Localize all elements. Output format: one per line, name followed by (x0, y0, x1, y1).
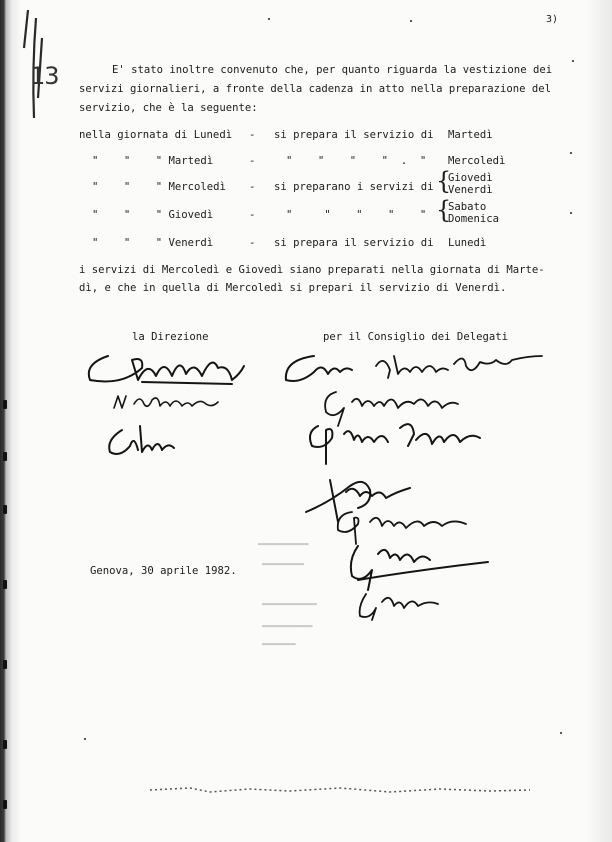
schedule-row-3-dash: - (249, 181, 256, 193)
schedule-row-3-day: " " " Mercoledì (92, 181, 226, 193)
speck (268, 18, 270, 20)
signature-delegate-3 (304, 416, 494, 476)
binding-hole (3, 800, 7, 809)
binding-hole (3, 505, 7, 514)
binding-hole (3, 452, 7, 461)
intro-line-3: servizio, che è la seguente: (79, 102, 258, 114)
bleed-through-text: ▬▬▬▬▬▬▬▬▬▬ (262, 560, 305, 568)
binding-hole (3, 400, 7, 409)
handwritten-page-number: 13 (30, 62, 59, 90)
signature-delegate-7 (342, 586, 452, 626)
direction-heading: la Direzione (132, 331, 209, 343)
schedule-row-3-target-2: Venerdì (448, 184, 493, 196)
schedule-row-3-action: si preparano i servizi di (274, 181, 434, 193)
bleed-through-text: ▬▬▬▬▬▬▬▬▬▬▬▬▬ (262, 600, 317, 608)
delegates-council-heading: per il Consiglio dei Delegati (323, 331, 508, 343)
speck (410, 20, 412, 22)
speck (572, 60, 574, 62)
speck (570, 152, 572, 154)
bleed-through-text: ▬▬▬▬▬▬▬▬▬▬▬▬ (258, 540, 309, 548)
schedule-row-5-day: " " " Venerdì (92, 237, 214, 249)
binding-hole (3, 660, 7, 669)
place-and-date: Genova, 30 aprile 1982. (90, 565, 237, 577)
schedule-row-2-target: Mercoledì (448, 155, 506, 167)
schedule-row-2-day: " " " Martedì (92, 155, 214, 167)
bleed-through-text: ▬▬▬▬▬▬▬▬ (262, 640, 296, 648)
schedule-row-4-target-1: Sabato (448, 201, 487, 213)
speck (84, 738, 86, 740)
signature-direction-3 (104, 420, 184, 464)
brace-icon: { (436, 196, 452, 224)
closing-line-1: i servizi di Mercoledì e Giovedì siano preparati nella giornata di Marte- (79, 264, 545, 276)
speck (560, 732, 562, 734)
binding-hole (3, 580, 7, 589)
page-number: 3) (546, 14, 559, 25)
schedule-row-2-action: " " " " . " (286, 155, 427, 167)
binding-hole (3, 740, 7, 749)
bleed-through-text: ▬▬▬▬▬▬▬▬▬▬▬▬ (262, 622, 313, 630)
signature-direction-1 (82, 346, 252, 396)
schedule-row-3-target-1: Giovedì (448, 172, 493, 184)
intro-line-2: servizi giornalieri, a fronte della cadenza in atto nella preparazione del (79, 83, 551, 95)
schedule-row-5-dash: - (249, 237, 256, 249)
schedule-row-4-dash: - (249, 209, 256, 221)
schedule-row-2-dash: - (249, 155, 256, 167)
schedule-row-1-action: si prepara il servizio di (274, 129, 434, 141)
schedule-row-1-target: Martedì (448, 129, 493, 141)
signature-direction-2 (108, 390, 248, 420)
schedule-row-1-dash: - (249, 129, 256, 141)
schedule-row-5-action: si prepara il servizio di (274, 237, 434, 249)
schedule-row-5-target: Lunedì (448, 237, 487, 249)
scan-noise-strip (150, 780, 530, 800)
brace-icon: { (436, 167, 452, 195)
schedule-row-4-action: " " " " " (286, 209, 427, 221)
speck (570, 212, 572, 214)
page-edge-shadow (586, 0, 612, 842)
closing-line-2: dì, e che in quella di Mercoledì si prepari il servizio di Venerdì. (79, 282, 507, 294)
schedule-row-1-day: nella giornata di Lunedì (79, 129, 233, 141)
schedule-row-4-day: " " " Giovedì (92, 209, 214, 221)
schedule-row-4-target-2: Domenica (448, 213, 500, 225)
intro-line-1: E' stato inoltre convenuto che, per quanto riguarda la vestizione dei (112, 64, 553, 76)
